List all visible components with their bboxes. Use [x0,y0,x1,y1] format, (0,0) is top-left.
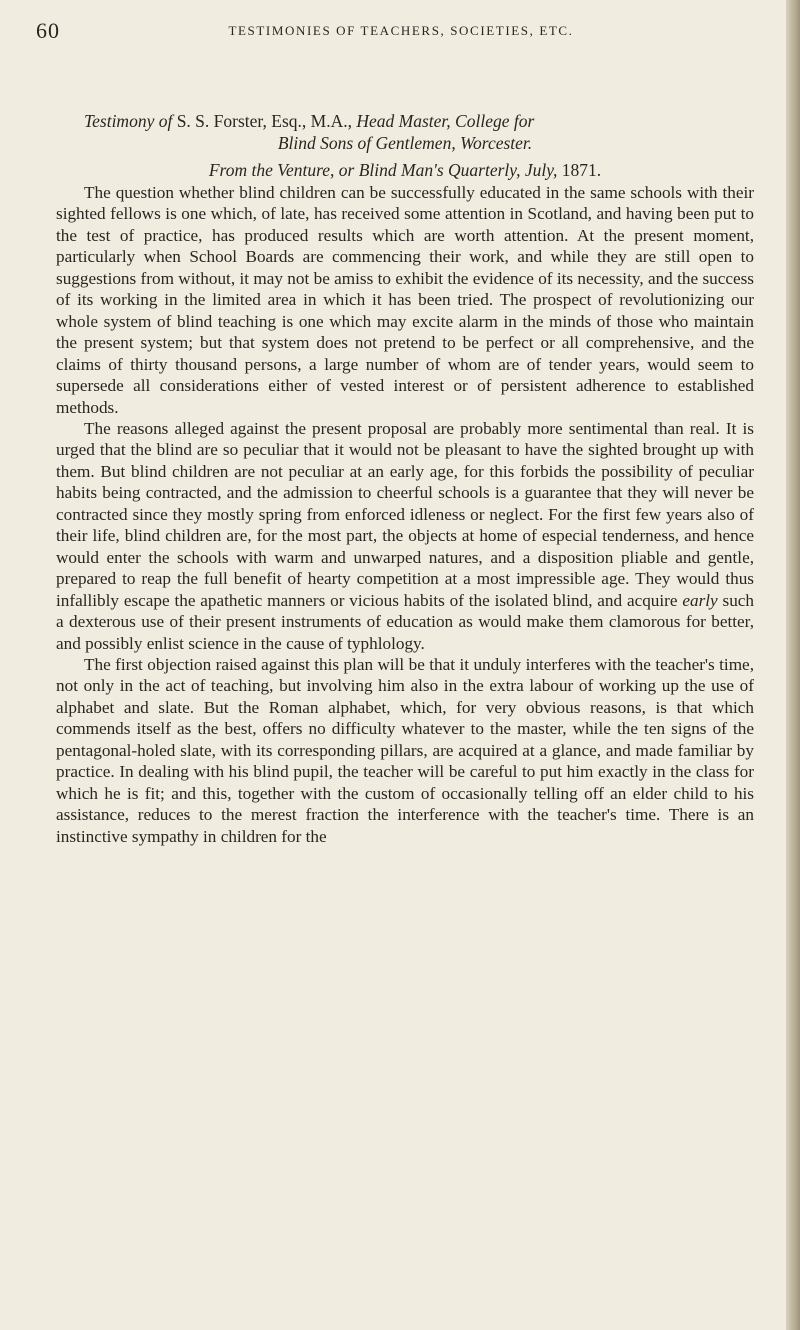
source-line [56,158,754,182]
title-prefix: Testimony of [84,111,173,131]
paragraph-2-part-a: The reasons alleged against the present proposal are probably more sentimental than real. It is urged that the blind are so peculiar that it would not be pleasant to have the sighted brought up with them. But blind children are not peculiar at an early age, for this forbids the possibility of peculiar habits being contracted, and the admission to cheerful schools is a guarantee that they will never be contracted since they mostly spring from enforced idleness or neglect. For the first few years also of their life, blind children are, for the most part, the objects at home of especial tenderness, and hence would enter the schools with warm and unwarped natures, and a disposition pliable and gentle, prepared to reap the full benefit of hearty competition at a most impressible age. They would thus infallibly escape the apathetic manners or vicious habits of the isolated blind, and acquire [56,418,754,610]
paragraph-2-part-b: such a dexterous use of their present instruments of education as would make them clamorous for better, and possibly enlist science in the cause of typhlology. [56,590,755,653]
page-number: 60 [36,18,60,43]
source-publication: From the Venture, or Blind Man's Quarterly, July, [208,160,558,180]
author-name: S. S. Forster, Esq., M.A., [176,111,352,131]
text-block [56,110,754,847]
source-year: 1871. [561,160,602,180]
paragraph-2 [56,418,754,654]
paragraph-2-emphasis: early [682,590,718,610]
testimony-title [84,110,754,154]
running-header [36,18,766,48]
running-title: TESTIMONIES OF TEACHERS, SOCIETIES, ETC. [228,23,574,38]
author-institution: Blind Sons of Gentlemen, Worcester. [277,133,533,153]
author-role: Head Master, College for [356,111,535,131]
paragraph-3: The first objection raised against this plan will be that it unduly interferes with the teacher's time, not only in the act of teaching, but involving him also in the extra labour of working up the use of alphabet and slate. But the Roman alphabet, which, for very obvious reasons, is that which commends itself as the best, offers no difficulty whatever to the master, while the ten signs of the pentagonal-holed slate, with its corresponding pillars, are acquired at a glance, and made familiar by practice. In dealing with his blind pupil, the teacher will be careful to put him exactly in the class for which he is fit; and this, together with the custom of occasionally telling off an elder child to his assistance, reduces to the merest fraction the interference with the teacher's time. There is an instinctive sympathy in children for the [56,654,754,846]
paragraph-1: The question whether blind children can be successfully educated in the same schools with their sighted fellows is one which, of late, has received some attention in Scotland, and having been put to the test of practice, has produced results which are worth attention. At the present moment, particularly when School Boards are commencing their work, and while they are still open to suggestions from without, it may not be amiss to exhibit the evidence of its necessity, and the success of its working in the limited area in which it has been tried. The prospect of revolutionizing our whole system of blind teaching is one which may excite alarm in the minds of those who maintain the present system; but that system does not pretend to be perfect or all comprehensive, and the claims of thirty thousand persons, a large number of whom are of tender years, would seem to supersede all considerations either of vested interest or of persistent adherence to established methods. [56,183,754,417]
page-edge-shadow [786,0,800,1330]
